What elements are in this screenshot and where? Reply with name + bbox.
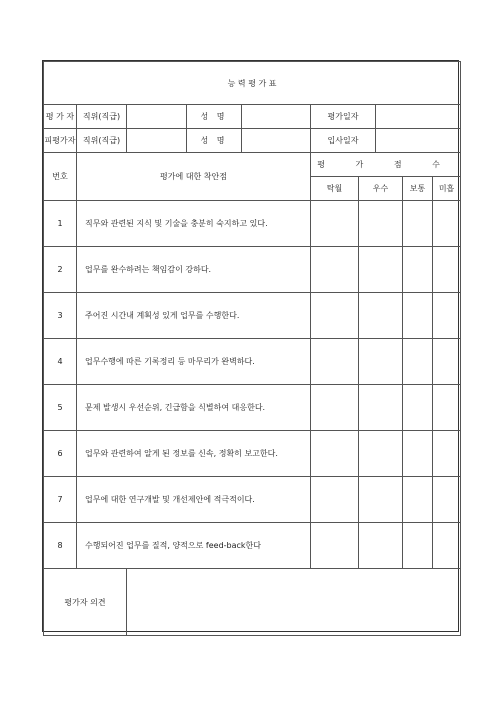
- criteria-row: [44, 293, 461, 339]
- form-title: 능 력 평 가 표: [44, 62, 461, 105]
- score-cell-average[interactable]: [403, 293, 433, 339]
- opinion-row: [44, 569, 461, 636]
- criteria-number: 5: [44, 385, 77, 431]
- score-cell-good[interactable]: [359, 201, 403, 247]
- score-cell-average[interactable]: [403, 477, 433, 523]
- criteria-row: [44, 523, 461, 569]
- evaluation-date-field[interactable]: [376, 105, 461, 129]
- evaluator-position-field[interactable]: [127, 105, 187, 129]
- score-cell-poor[interactable]: [433, 247, 461, 293]
- criteria-number: 4: [44, 339, 77, 385]
- evaluator-row: [44, 105, 461, 129]
- criteria-row: [44, 431, 461, 477]
- header-row-top: [44, 153, 461, 177]
- score-cell-poor[interactable]: [433, 339, 461, 385]
- score-cell-poor[interactable]: [433, 385, 461, 431]
- score-cell-average[interactable]: [403, 201, 433, 247]
- score-cell-poor[interactable]: [433, 477, 461, 523]
- score-cell-poor[interactable]: [433, 431, 461, 477]
- criteria-row: [44, 339, 461, 385]
- join-date-field[interactable]: [376, 129, 461, 153]
- grade-header-good: 우수: [359, 177, 403, 201]
- evaluatee-position-field[interactable]: [127, 129, 187, 153]
- score-cell-good[interactable]: [359, 477, 403, 523]
- score-cell-average[interactable]: [403, 247, 433, 293]
- score-cell-good[interactable]: [359, 523, 403, 569]
- criteria-header: 평가에 대한 착안점: [77, 153, 311, 201]
- criteria-text: 문제 발생시 우선순위, 긴급함을 식별하여 대응한다.: [77, 385, 311, 431]
- score-cell-poor[interactable]: [433, 523, 461, 569]
- score-cell-good[interactable]: [359, 247, 403, 293]
- criteria-number: 8: [44, 523, 77, 569]
- evaluation-form: [42, 60, 459, 632]
- score-cell-excellent[interactable]: [311, 247, 359, 293]
- score-cell-average[interactable]: [403, 431, 433, 477]
- score-cell-excellent[interactable]: [311, 523, 359, 569]
- score-cell-excellent[interactable]: [311, 385, 359, 431]
- score-cell-excellent[interactable]: [311, 201, 359, 247]
- criteria-number: 6: [44, 431, 77, 477]
- score-cell-good[interactable]: [359, 431, 403, 477]
- criteria-row: [44, 247, 461, 293]
- score-cell-excellent[interactable]: [311, 293, 359, 339]
- criteria-number: 3: [44, 293, 77, 339]
- evaluator-position-label: 직위(직급): [77, 105, 127, 129]
- grade-header-poor: 미흡: [433, 177, 461, 201]
- criteria-text: 업무와 관련하여 알게 된 정보를 신속, 정확히 보고한다.: [77, 431, 311, 477]
- score-cell-average[interactable]: [403, 339, 433, 385]
- evaluator-label: 평 가 자: [44, 105, 77, 129]
- evaluatee-position-label: 직위(직급): [77, 129, 127, 153]
- evaluatee-name-label: 성 명: [187, 129, 242, 153]
- score-cell-poor[interactable]: [433, 201, 461, 247]
- evaluation-table: [43, 61, 461, 636]
- evaluator-name-label: 성 명: [187, 105, 242, 129]
- score-cell-average[interactable]: [403, 523, 433, 569]
- criteria-row: [44, 385, 461, 431]
- join-date-label: 입사일자: [311, 129, 376, 153]
- score-cell-excellent[interactable]: [311, 339, 359, 385]
- criteria-row: [44, 201, 461, 247]
- grade-header-excellent: 탁월: [311, 177, 359, 201]
- criteria-text: 주어진 시간내 계획성 있게 업무를 수행한다.: [77, 293, 311, 339]
- opinion-label: 평가자 의견: [44, 569, 127, 636]
- score-cell-average[interactable]: [403, 385, 433, 431]
- criteria-number: 7: [44, 477, 77, 523]
- evaluator-name-field[interactable]: [242, 105, 311, 129]
- criteria-text: 업무를 완수하려는 책임감이 강하다.: [77, 247, 311, 293]
- criteria-row: [44, 477, 461, 523]
- score-cell-poor[interactable]: [433, 293, 461, 339]
- score-header: 평 가 점 수: [311, 153, 461, 177]
- evaluation-date-label: 평가일자: [311, 105, 376, 129]
- criteria-number: 2: [44, 247, 77, 293]
- score-cell-excellent[interactable]: [311, 431, 359, 477]
- criteria-number: 1: [44, 201, 77, 247]
- score-cell-good[interactable]: [359, 293, 403, 339]
- number-header: 번호: [44, 153, 77, 201]
- criteria-text: 수행되어진 업무를 질적, 양적으로 feed-back한다: [77, 523, 311, 569]
- opinion-field[interactable]: [127, 569, 461, 636]
- score-cell-good[interactable]: [359, 339, 403, 385]
- criteria-text: 업무수행에 따른 기록정리 등 마무리가 완벽하다.: [77, 339, 311, 385]
- score-cell-good[interactable]: [359, 385, 403, 431]
- criteria-text: 직무와 관련된 지식 및 기술을 충분히 숙지하고 있다.: [77, 201, 311, 247]
- evaluatee-name-field[interactable]: [242, 129, 311, 153]
- evaluatee-label: 피평가자: [44, 129, 77, 153]
- score-cell-excellent[interactable]: [311, 477, 359, 523]
- criteria-text: 업무에 대한 연구개발 및 개선제안에 적극적이다.: [77, 477, 311, 523]
- grade-header-average: 보통: [403, 177, 433, 201]
- evaluatee-row: [44, 129, 461, 153]
